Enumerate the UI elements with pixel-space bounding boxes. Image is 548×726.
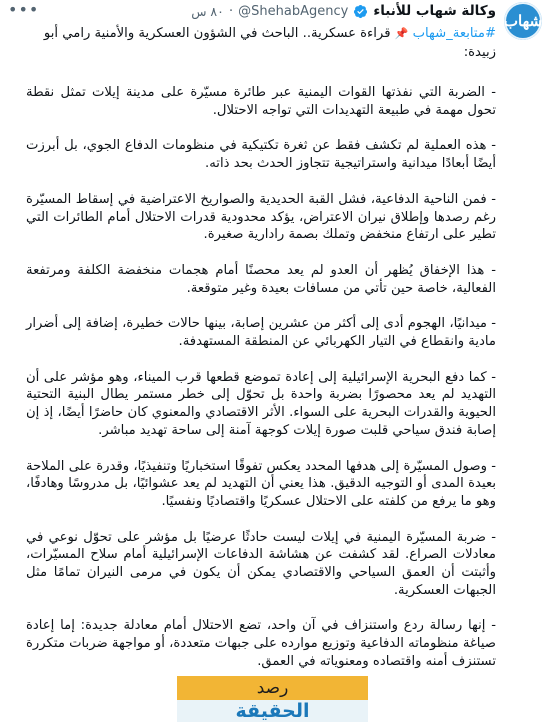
tweet-body (26, 84, 496, 689)
paragraph-9: - إنها رسالة ردع واستنزاف في آن واحد، تضع الاحتلال أمام معادلة جديدة: إما إعادة صياغة منظوماته الدفاعية وتوزيع موارده على جبهات متعددة، أو مواجهة ضربات متكررة تستنزف أمنه واقتصاده ومعنوياته في العمق. (26, 618, 496, 669)
avatar-label: شهاب (503, 12, 543, 30)
tweet-header (191, 3, 496, 19)
avatar[interactable] (504, 2, 542, 40)
more-options-icon[interactable]: ••• (8, 0, 40, 19)
author-name[interactable]: وكالة شهاب للأنباء (373, 3, 496, 19)
tweet-lead (26, 24, 496, 62)
paragraph-8: - ضربة المسيّرة اليمنية في إيلات ليست حادثًا عرضيًا بل مؤشر على تحوّل نوعي في معادلات الصراع. لقد كشفت عن هشاشة الدفاعات الإسرائيلية أمام سلاح المسيّرات، وأثبتت أن العمق السياحي والاقتصادي يمكن أن يكون في مرمى النيران تمامًا مثل الجبهات العسكرية. (26, 529, 496, 598)
separator-dot: · (228, 3, 234, 19)
verified-badge-icon (353, 4, 368, 19)
paragraph-5: - ميدانيًا، الهجوم أدى إلى أكثر من عشرين إصابة، بينها حالات خطيرة، إضافة إلى أضرار مادية وانقطاع في التيار الكهربائي عن المنطقة المستهدفة. (26, 316, 496, 350)
watermark-bottom-text: الحقيقة (177, 700, 368, 722)
pin-icon: 📌 (394, 27, 409, 40)
author-handle[interactable]: @ShehabAgency (238, 3, 349, 19)
watermark-top-text: رصد (177, 676, 368, 700)
paragraph-1: - الضربة التي نفذتها القوات اليمنية عبر طائرة مسيّرة على مدينة إيلات تمثل نقطة تحول مهمة في طبيعة التهديدات التي تواجه الاحتلال. (26, 85, 496, 118)
hashtag-link[interactable]: #متابعة_شهاب (412, 26, 496, 41)
paragraph-7: - وصول المسيّرة إلى هدفها المحدد يعكس تفوقًا استخباريًا وتنفيذيًا، وقدرة على الملاحة بعيدة المدى أو التوجيه الدقيق. هذا يعني أن التهديد لم يعد عشوائيًا، بل مدروسًا وهادفًا، وهو ما يرفع من كلفته على الاحتلال عسكريًا واقتصاديًا ونفسيًا. (26, 458, 496, 509)
lead-text: قراءة عسكرية.. الباحث في الشؤون العسكرية والأمنية رامي أبو زبيدة: (43, 26, 496, 60)
paragraph-6: - كما دفع البحرية الإسرائيلية إلى إعادة تموضع قطعها قرب الميناء، وهو مؤشر على أن التهديد لم يعد محصورًا بضربة واحدة بل تحوّل إلى خطر مستمر يطال البنية التحتية الحيوية والقدرات البحرية على السواء. الأثر الاقتصادي والمعنوي كان حاضرًا أيضًا، إذ إن إصابة فندق سياحي قلبت صورة إيلات كوجهة آمنة إلى ساحة تهديد مباشر. (26, 369, 496, 438)
paragraph-2: - هذه العملية لم تكشف فقط عن ثغرة تكتيكية في منظومات الدفاع الجوي، بل أبرزت أيضًا أبعادًا ميدانية واستراتيجية تتجاوز الحدث بحد ذاته. (26, 138, 496, 172)
watermark-logo (177, 676, 368, 722)
paragraph-3: - فمن الناحية الدفاعية، فشل القبة الحديدية والصواريخ الاعتراضية في إسقاط المسيّرة رغم رصدها وإطلاق نيران الاعتراض، يؤكد محدودية قدرات الاحتلال أمام الطائرات التي تطير على ارتفاع منخفض وتملك بصمة رادارية صغيرة. (26, 191, 496, 243)
timestamp[interactable]: ٨٠ س (191, 3, 224, 19)
paragraph-4: - هذا الإخفاق يُظهر أن العدو لم يعد محصنًا أمام هجمات منخفضة الكلفة ومرتفعة الفعالية، خاصة حين تأتي من مسافات بعيدة وغير متوقعة. (26, 262, 496, 296)
